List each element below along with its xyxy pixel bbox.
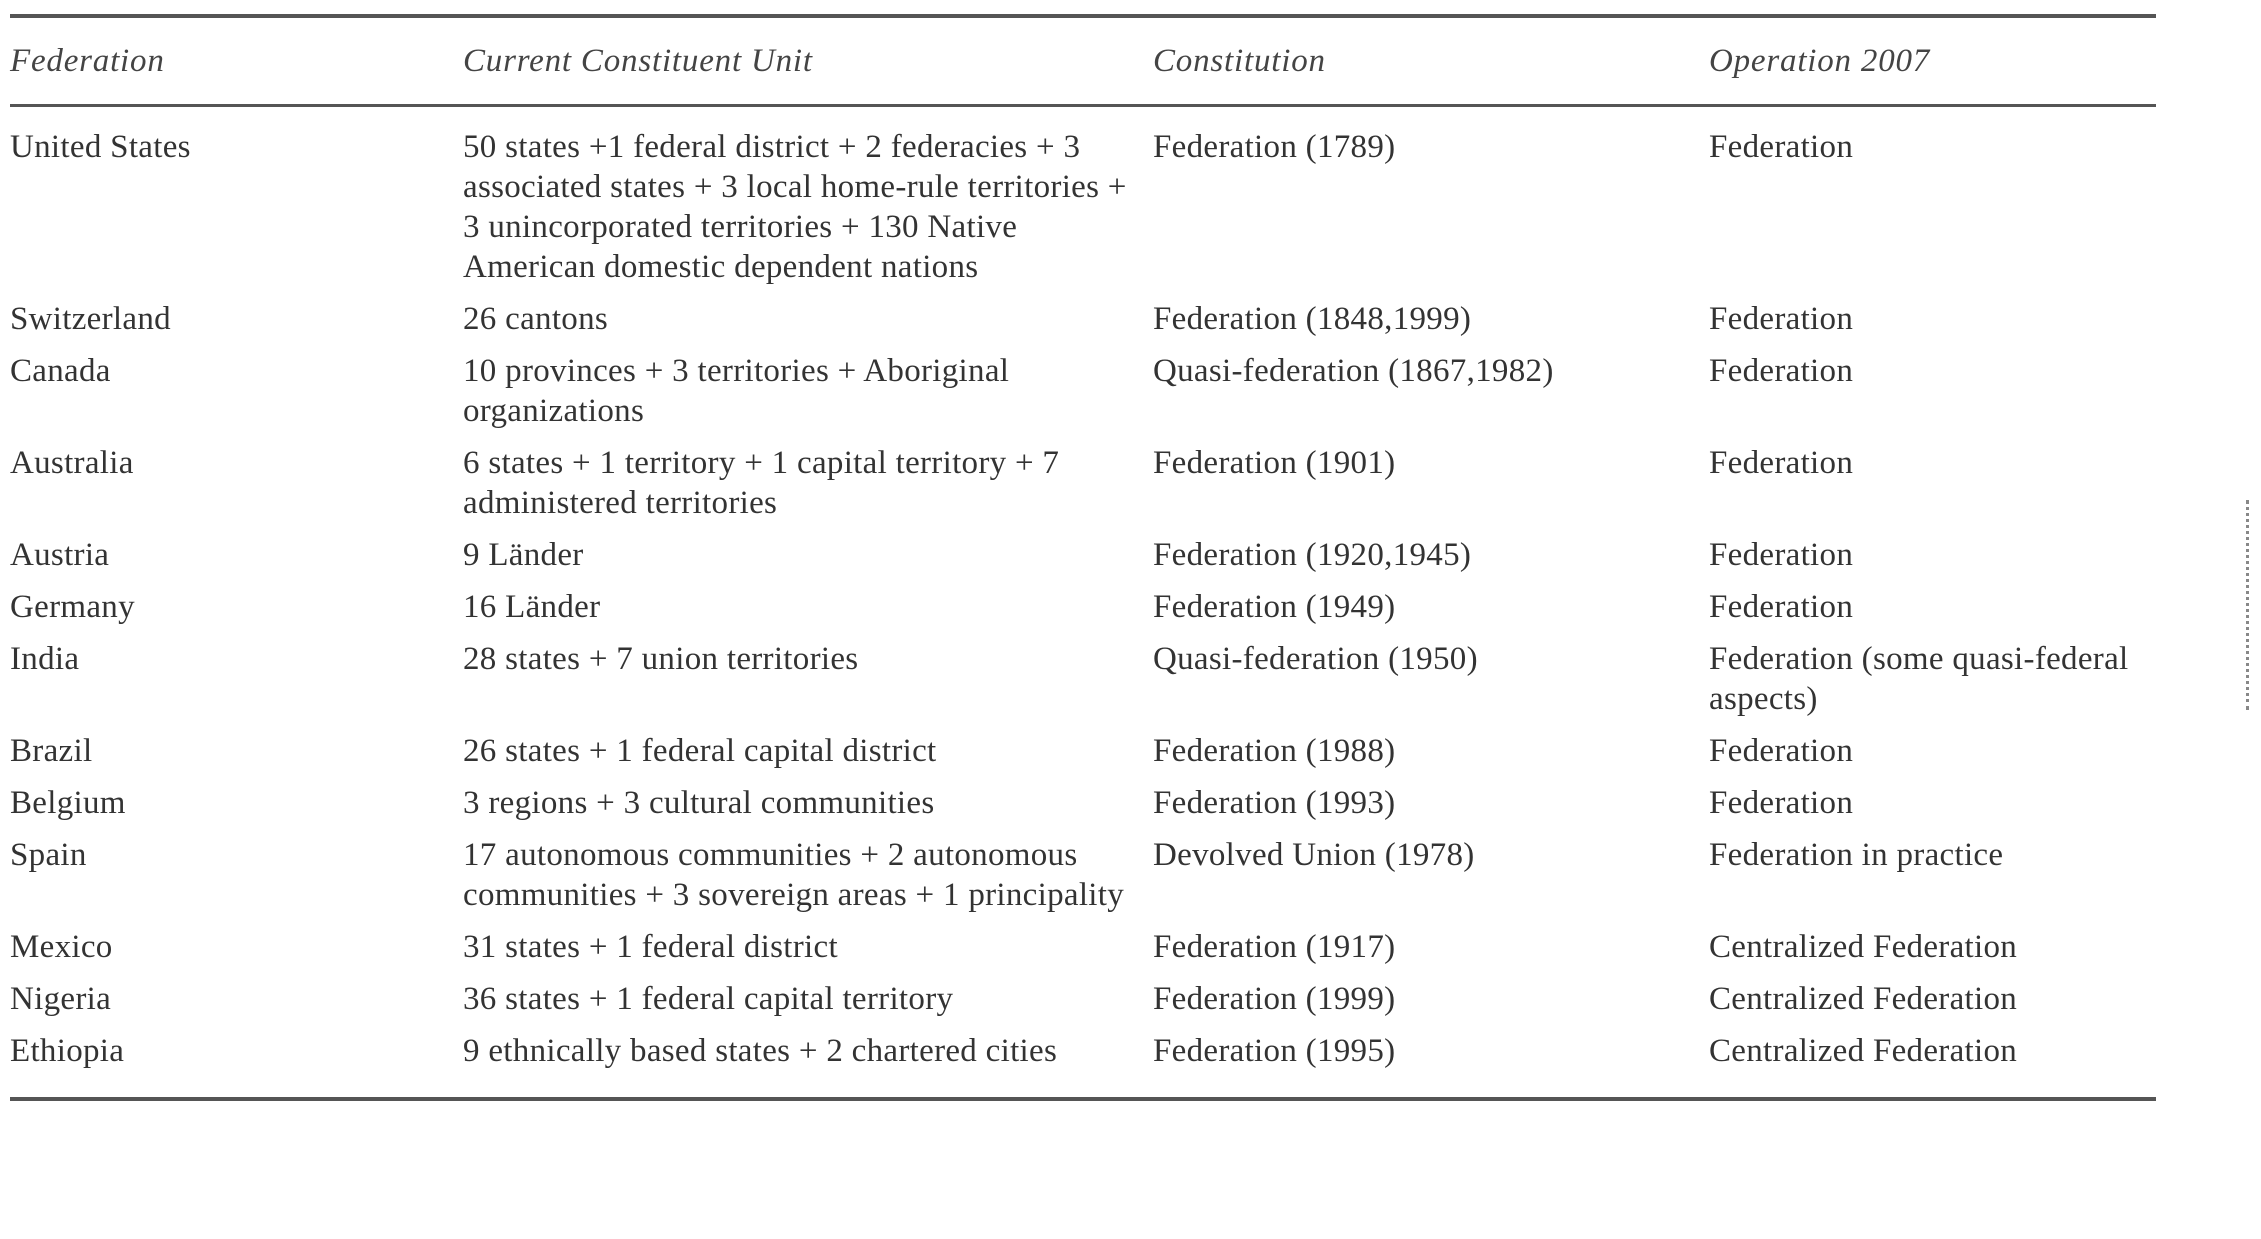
- table-row: [10, 443, 2156, 523]
- cell-operation: Federation: [1709, 733, 1854, 769]
- cell-constitution: Federation (1901): [1153, 445, 1396, 481]
- cell-constituent-unit: 31 states + 1 federal district: [463, 929, 838, 965]
- table-row: [10, 783, 2156, 823]
- cell-constitution: Federation (1848,1999): [1153, 301, 1472, 337]
- cell-constitution: Quasi-federation (1867,1982): [1153, 353, 1554, 389]
- table-row: [10, 351, 2156, 431]
- header-operation: Operation 2007: [1709, 43, 1931, 79]
- cell-constituent-unit: 9 Länder: [463, 537, 584, 573]
- cell-constituent-unit: 28 states + 7 union territories: [463, 641, 859, 677]
- cell-constituent-unit: 50 states +1 federal district + 2 federacies + 3 associated states + 3 local home-rule territories + 3 unincorporated territories + 130 Native American domestic dependent nations: [463, 129, 1127, 285]
- federations-table: [10, 14, 2156, 1101]
- cell-operation: Federation: [1709, 785, 1854, 821]
- cell-constitution: Federation (1920,1945): [1153, 537, 1472, 573]
- cell-constituent-unit: 3 regions + 3 cultural communities: [463, 785, 935, 821]
- cell-constituent-unit: 17 autonomous communities + 2 autonomous communities + 3 sovereign areas + 1 principality: [463, 837, 1125, 913]
- cell-constitution: Federation (1999): [1153, 981, 1396, 1017]
- table-row: [10, 587, 2156, 627]
- header-constitution: Constitution: [1153, 43, 1326, 79]
- cell-constitution: Quasi-federation (1950): [1153, 641, 1478, 677]
- cell-operation: Centralized Federation: [1709, 929, 2018, 965]
- cell-constituent-unit: 10 provinces + 3 territories + Aboriginal organizations: [463, 353, 1010, 429]
- cell-constitution: Federation (1949): [1153, 589, 1396, 625]
- cell-constituent-unit: 26 cantons: [463, 301, 609, 337]
- table-body: [10, 107, 2156, 1071]
- cell-constitution: Federation (1993): [1153, 785, 1396, 821]
- cell-constituent-unit: 26 states + 1 federal capital district: [463, 733, 937, 769]
- cell-federation: Brazil: [10, 733, 93, 769]
- header-constituent-unit: Current Constituent Unit: [463, 43, 813, 79]
- cell-operation: Federation: [1709, 353, 1854, 389]
- cell-constitution: Devolved Union (1978): [1153, 837, 1475, 873]
- table-row: [10, 535, 2156, 575]
- cell-federation: Ethiopia: [10, 1033, 125, 1069]
- cell-constitution: Federation (1995): [1153, 1033, 1396, 1069]
- cell-constituent-unit: 36 states + 1 federal capital territory: [463, 981, 954, 1017]
- cell-federation: Mexico: [10, 929, 113, 965]
- cell-operation: Centralized Federation: [1709, 1033, 2018, 1069]
- cell-federation: Belgium: [10, 785, 126, 821]
- cell-federation: United States: [10, 129, 191, 165]
- table-row: [10, 731, 2156, 771]
- table-bottom-rule: [10, 1097, 2156, 1101]
- cell-federation: India: [10, 641, 80, 677]
- cell-federation: Nigeria: [10, 981, 112, 1017]
- cell-federation: Spain: [10, 837, 87, 873]
- table-row: [10, 127, 2156, 287]
- table-row: [10, 835, 2156, 915]
- cell-operation: Federation (some quasi-federal aspects): [1709, 641, 2129, 717]
- table-row: [10, 927, 2156, 967]
- margin-dotted-mark: [2246, 500, 2249, 710]
- cell-constituent-unit: 9 ethnically based states + 2 chartered cities: [463, 1033, 1058, 1069]
- cell-operation: Federation: [1709, 537, 1854, 573]
- table-row: [10, 639, 2156, 719]
- cell-operation: Federation in practice: [1709, 837, 2004, 873]
- cell-federation: Canada: [10, 353, 111, 389]
- cell-federation: Australia: [10, 445, 134, 481]
- cell-constituent-unit: 16 Länder: [463, 589, 601, 625]
- header-federation: Federation: [10, 43, 165, 79]
- table-row: [10, 979, 2156, 1019]
- table-row: [10, 1031, 2156, 1071]
- cell-operation: Centralized Federation: [1709, 981, 2018, 1017]
- cell-operation: Federation: [1709, 589, 1854, 625]
- cell-constituent-unit: 6 states + 1 territory + 1 capital territory + 7 administered territories: [463, 445, 1060, 521]
- cell-operation: Federation: [1709, 129, 1854, 165]
- table-row: [10, 299, 2156, 339]
- cell-federation: Austria: [10, 537, 110, 573]
- table-header-row: [10, 18, 2156, 104]
- cell-constitution: Federation (1789): [1153, 129, 1396, 165]
- cell-constitution: Federation (1988): [1153, 733, 1396, 769]
- cell-operation: Federation: [1709, 445, 1854, 481]
- cell-federation: Switzerland: [10, 301, 171, 337]
- cell-federation: Germany: [10, 589, 135, 625]
- cell-constitution: Federation (1917): [1153, 929, 1396, 965]
- cell-operation: Federation: [1709, 301, 1854, 337]
